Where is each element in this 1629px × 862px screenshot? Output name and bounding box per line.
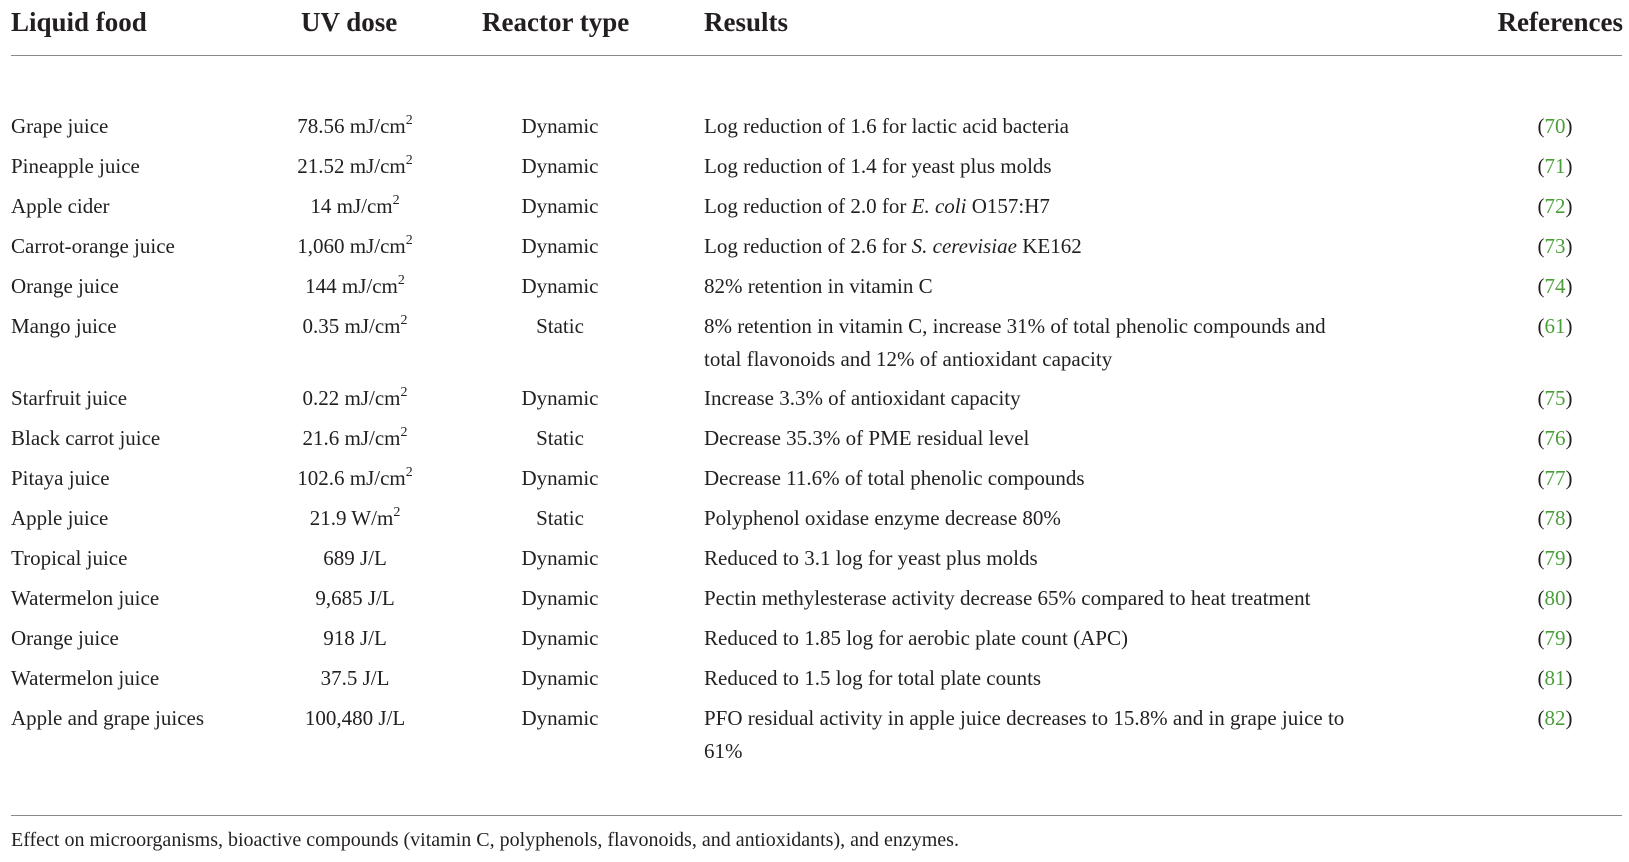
cell-liquid-food: Apple and grape juices: [11, 706, 205, 730]
cell-reactor-type: Dynamic: [521, 586, 599, 610]
header-references: References: [1497, 7, 1623, 37]
results-text: Log reduction of 2.0 for: [704, 194, 912, 218]
cell-liquid-food: Watermelon juice: [11, 586, 160, 610]
cell-reference: [1500, 310, 1610, 343]
cell-uv-dose: [245, 230, 465, 263]
uv-dose-value: 0.22 mJ/cm: [302, 386, 401, 410]
uv-dose-exponent: 2: [405, 233, 413, 248]
cell-liquid-food: Mango juice: [11, 314, 117, 338]
reference-close-paren: ): [1565, 114, 1573, 138]
cell-uv-dose: [245, 190, 465, 223]
cell-liquid-food: Watermelon juice: [11, 666, 160, 690]
reference-link[interactable]: 76: [1544, 426, 1566, 450]
cell-uv-dose: [245, 382, 465, 415]
results-text: O157:H7: [966, 194, 1050, 218]
uv-dose-value: 37.5 J/L: [320, 666, 390, 690]
reference-open-paren: (: [1537, 706, 1545, 730]
reference-open-paren: (: [1537, 234, 1545, 258]
uv-dose-value: 144 mJ/cm: [305, 274, 398, 298]
uv-dose-exponent: 2: [400, 313, 408, 328]
reference-open-paren: (: [1537, 386, 1545, 410]
reference-close-paren: ): [1565, 666, 1573, 690]
reference-link[interactable]: 74: [1544, 274, 1566, 298]
cell-results: [704, 622, 1424, 655]
cell-reactor-type: Dynamic: [521, 274, 599, 298]
reference-link[interactable]: 80: [1544, 586, 1566, 610]
results-line: [704, 190, 1424, 223]
cell-reactor-type: Dynamic: [521, 666, 599, 690]
cell-uv-dose: [245, 422, 465, 455]
uv-dose-exponent: 2: [405, 113, 413, 128]
uv-dose-value: 102.6 mJ/cm: [297, 466, 406, 490]
reference-close-paren: ): [1565, 506, 1573, 530]
results-line: Decrease 11.6% of total phenolic compounds: [704, 466, 1085, 490]
uv-dose-value: 100,480 J/L: [304, 706, 406, 730]
uv-dose-exponent: 2: [392, 193, 400, 208]
cell-reactor-type: Static: [536, 314, 584, 338]
cell-reference: [1500, 702, 1610, 735]
cell-reference: [1500, 582, 1610, 615]
reference-open-paren: (: [1537, 114, 1545, 138]
cell-reference: [1500, 150, 1610, 183]
uv-dose-exponent: 2: [405, 465, 413, 480]
cell-reactor-type: Dynamic: [521, 466, 599, 490]
uv-dose-value: 78.56 mJ/cm: [297, 114, 406, 138]
cell-liquid-food: Orange juice: [11, 626, 119, 650]
reference-link[interactable]: 72: [1544, 194, 1566, 218]
results-line: Log reduction of 1.4 for yeast plus molds: [704, 154, 1052, 178]
cell-results: [704, 150, 1424, 183]
uv-dose-value: 21.9 W/m: [309, 506, 394, 530]
uv-dose-value: 14 mJ/cm: [310, 194, 393, 218]
reference-close-paren: ): [1565, 314, 1573, 338]
reference-open-paren: (: [1537, 314, 1545, 338]
cell-reference: [1500, 382, 1610, 415]
reference-open-paren: (: [1537, 154, 1545, 178]
reference-link[interactable]: 71: [1544, 154, 1566, 178]
cell-reference: [1500, 662, 1610, 695]
reference-link[interactable]: 77: [1544, 466, 1566, 490]
cell-uv-dose: [245, 310, 465, 343]
results-line: 61%: [704, 739, 743, 763]
reference-link[interactable]: 73: [1544, 234, 1566, 258]
results-line: Decrease 35.3% of PME residual level: [704, 426, 1030, 450]
reference-open-paren: (: [1537, 586, 1545, 610]
results-line: Reduced to 3.1 log for yeast plus molds: [704, 546, 1038, 570]
cell-uv-dose: [245, 150, 465, 183]
results-line: Reduced to 1.85 log for aerobic plate count (APC): [704, 626, 1128, 650]
uv-dose-exponent: 2: [405, 153, 413, 168]
reference-link[interactable]: 61: [1544, 314, 1566, 338]
uv-dose-value: 21.52 mJ/cm: [297, 154, 406, 178]
header-liquid-food: Liquid food: [11, 7, 147, 37]
cell-reactor-type: Dynamic: [521, 626, 599, 650]
header-reactor-type: Reactor type: [482, 7, 630, 37]
cell-reactor-type: Dynamic: [521, 234, 599, 258]
cell-uv-dose: [245, 462, 465, 495]
cell-results: [704, 382, 1424, 415]
cell-uv-dose: [245, 622, 465, 655]
reference-close-paren: ): [1565, 154, 1573, 178]
cell-reference: [1500, 190, 1610, 223]
reference-open-paren: (: [1537, 194, 1545, 218]
reference-open-paren: (: [1537, 274, 1545, 298]
cell-reactor-type: Dynamic: [521, 386, 599, 410]
results-line: Pectin methylesterase activity decrease 65% compared to heat treatment: [704, 586, 1311, 610]
cell-reference: [1500, 462, 1610, 495]
reference-close-paren: ): [1565, 274, 1573, 298]
cell-uv-dose: [245, 110, 465, 143]
uv-dose-value: 0.35 mJ/cm: [302, 314, 401, 338]
reference-open-paren: (: [1537, 666, 1545, 690]
cell-reference: [1500, 230, 1610, 263]
reference-close-paren: ): [1565, 234, 1573, 258]
cell-liquid-food: Apple cider: [11, 194, 110, 218]
cell-uv-dose: [245, 662, 465, 695]
reference-link[interactable]: 81: [1544, 666, 1566, 690]
cell-uv-dose: [245, 702, 465, 735]
results-line: total flavonoids and 12% of antioxidant capacity: [704, 347, 1113, 371]
cell-uv-dose: [245, 582, 465, 615]
cell-results: [704, 662, 1424, 695]
reference-link[interactable]: 75: [1544, 386, 1566, 410]
cell-liquid-food: Pineapple juice: [11, 154, 140, 178]
results-line: 82% retention in vitamin C: [704, 274, 933, 298]
results-line: Log reduction of 1.6 for lactic acid bacteria: [704, 114, 1069, 138]
results-line: Polyphenol oxidase enzyme decrease 80%: [704, 506, 1061, 530]
uv-dose-value: 918 J/L: [323, 626, 387, 650]
reference-link[interactable]: 79: [1544, 546, 1566, 570]
cell-uv-dose: [245, 542, 465, 575]
cell-uv-dose: [245, 270, 465, 303]
cell-reactor-type: Dynamic: [521, 194, 599, 218]
uv-dose-value: 9,685 J/L: [315, 586, 395, 610]
header-uv-dose: UV dose: [301, 7, 398, 37]
cell-reference: [1500, 270, 1610, 303]
reference-close-paren: ): [1565, 586, 1573, 610]
cell-liquid-food: Black carrot juice: [11, 426, 161, 450]
reference-close-paren: ): [1565, 194, 1573, 218]
cell-reactor-type: Dynamic: [521, 546, 599, 570]
reference-open-paren: (: [1537, 506, 1545, 530]
reference-link[interactable]: 82: [1544, 706, 1566, 730]
uv-dose-value: 21.6 mJ/cm: [302, 426, 401, 450]
results-text: Log reduction of 2.6 for: [704, 234, 912, 258]
cell-reference: [1500, 622, 1610, 655]
header-divider: [11, 55, 1622, 56]
cell-reference: [1500, 542, 1610, 575]
uv-dose-value: 1,060 mJ/cm: [297, 234, 406, 258]
cell-reactor-type: Static: [536, 506, 584, 530]
cell-results: [704, 270, 1424, 303]
cell-results: [704, 542, 1424, 575]
cell-results: [704, 190, 1424, 223]
cell-results: [704, 110, 1424, 143]
cell-results: [704, 310, 1424, 376]
results-line: Increase 3.3% of antioxidant capacity: [704, 386, 1021, 410]
reference-open-paren: (: [1537, 626, 1545, 650]
cell-results: [704, 462, 1424, 495]
cell-liquid-food: Carrot-orange juice: [11, 234, 175, 258]
uv-dose-exponent: 2: [400, 425, 408, 440]
cell-results: [704, 502, 1424, 535]
cell-liquid-food: Tropical juice: [11, 546, 128, 570]
organism-name: S. cerevisiae: [911, 234, 1017, 258]
cell-liquid-food: Apple juice: [11, 506, 109, 530]
header-results: Results: [704, 7, 789, 37]
cell-reactor-type: Dynamic: [521, 114, 599, 138]
results-line: Reduced to 1.5 log for total plate counts: [704, 666, 1042, 690]
cell-uv-dose: [245, 502, 465, 535]
reference-link[interactable]: 78: [1544, 506, 1566, 530]
reference-link[interactable]: 79: [1544, 626, 1566, 650]
cell-results: [704, 422, 1424, 455]
uv-dose-exponent: 2: [393, 505, 401, 520]
uv-dose-exponent: 2: [400, 385, 408, 400]
reference-close-paren: ): [1565, 466, 1573, 490]
uv-dose-exponent: 2: [397, 273, 405, 288]
uv-dose-value: 689 J/L: [323, 546, 387, 570]
cell-liquid-food: Grape juice: [11, 114, 109, 138]
reference-open-paren: (: [1537, 426, 1545, 450]
reference-link[interactable]: 70: [1544, 114, 1566, 138]
results-line: 8% retention in vitamin C, increase 31% of total phenolic compounds and: [704, 314, 1326, 338]
cell-liquid-food: Starfruit juice: [11, 386, 128, 410]
reference-close-paren: ): [1565, 706, 1573, 730]
cell-reference: [1500, 422, 1610, 455]
reference-open-paren: (: [1537, 546, 1545, 570]
results-text: KE162: [1016, 234, 1082, 258]
cell-reactor-type: Static: [536, 426, 584, 450]
cell-liquid-food: Pitaya juice: [11, 466, 110, 490]
cell-results: [704, 582, 1424, 615]
organism-name: E. coli: [911, 194, 967, 218]
cell-results: [704, 702, 1424, 768]
reference-close-paren: ): [1565, 626, 1573, 650]
cell-results: [704, 230, 1424, 263]
footer-divider: [11, 815, 1622, 816]
results-line: PFO residual activity in apple juice decreases to 15.8% and in grape juice to: [704, 706, 1345, 730]
cell-reactor-type: Dynamic: [521, 154, 599, 178]
reference-close-paren: ): [1565, 426, 1573, 450]
reference-close-paren: ): [1565, 546, 1573, 570]
reference-close-paren: ): [1565, 386, 1573, 410]
cell-reference: [1500, 110, 1610, 143]
reference-open-paren: (: [1537, 466, 1545, 490]
table-footnote: Effect on microorganisms, bioactive compounds (vitamin C, polyphenols, flavonoids, and antioxidants), and enzymes.: [11, 829, 959, 851]
cell-reference: [1500, 502, 1610, 535]
cell-liquid-food: Orange juice: [11, 274, 119, 298]
results-line: [704, 230, 1424, 263]
cell-reactor-type: Dynamic: [521, 706, 599, 730]
